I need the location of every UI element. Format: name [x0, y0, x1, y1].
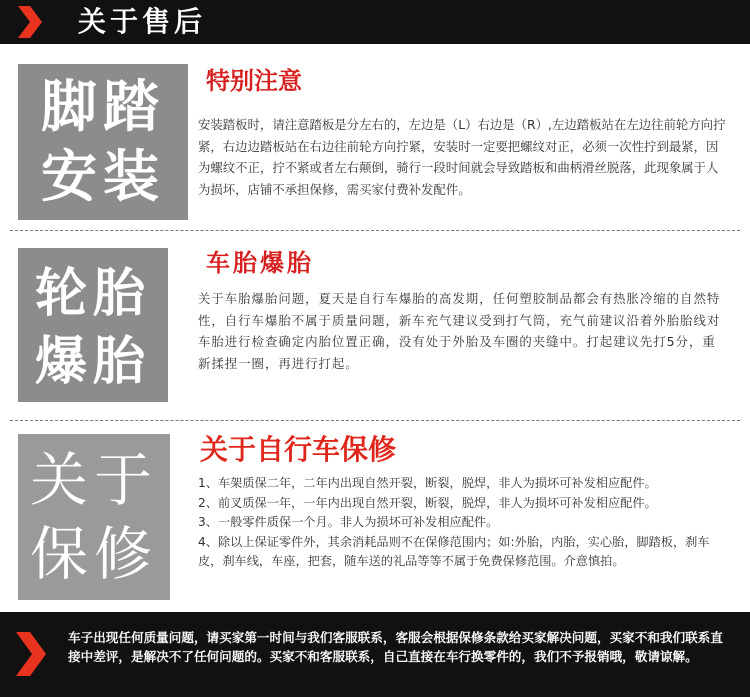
- list-item: 3、一般零件质保一个月。非人为损坏可补发相应配件。: [198, 515, 499, 529]
- chevron-right-icon: [10, 630, 50, 678]
- warranty-list: [198, 474, 728, 572]
- section-title: 车胎爆胎: [206, 249, 314, 277]
- list-item: 4、除以上保证零件外，其余消耗品则不在保修范围内；如:外胎，内胎，实心胎，脚踏板，刹车皮，刹车线，车座，把套，随车送的礼品等等不属于免费保修范围。介意慎拍。: [198, 534, 710, 568]
- side-label-line: 保修: [29, 520, 158, 588]
- footer-text: 车子出现任何质量问题，请买家第一时间与我们客服联系，客服会根据保修条款给买家解决问题，买家不和我们联系直接中差评，是解决不了任何问题的。买家不和客服联系，自己直接在车行换零件的，我们不予报销哦，敬请谅解。: [68, 630, 723, 664]
- section-body: 关于车胎爆胎问题，夏天是自行车爆胎的高发期，任何塑胶制品都会有热胀冷缩的自然特性，自行车爆胎不属于质量问题，新车充气建议受到打气筒，充气前建议沿着外胎胎线对车胎进行检查确定内胎位置正确，没有处于外胎及车圈的夹缝中。打起建议先打5分，重新揉捏一圈，再进行打起。: [198, 291, 721, 371]
- list-item: 1、车架质保二年，二年内出现自然开裂，断裂，脱焊，非人为损坏可补发相应配件。: [198, 476, 657, 490]
- section-body: 安装踏板时，请注意踏板是分左右的，左边是（L）右边是（R）,左边踏板站在左边往前轮方向拧紧，右边边踏板站在右边往前轮方向拧紧，安装时一定要把螺纹对正，必须一次性拧到最紧，因为螺纹不正，拧不紧或者左右颠倒，骑行一段时间就会导致踏板和曲柄滑丝脱落，此现象属于人为损坏，店铺不承担保修，需买家付费补发配件。: [198, 117, 726, 197]
- divider: [10, 420, 740, 421]
- section-warranty: [0, 424, 750, 610]
- side-label-block: [18, 434, 170, 600]
- section-pedal-install: [0, 44, 750, 234]
- side-label-block: [18, 64, 188, 220]
- section-title: 关于自行车保修: [200, 433, 397, 466]
- side-label-line: 脚踏: [41, 75, 165, 140]
- side-label-block: [18, 248, 168, 402]
- section-tire-burst: [0, 234, 750, 420]
- chevron-right-icon: [10, 4, 46, 40]
- footer-notice: [0, 612, 750, 697]
- page-header: [0, 0, 750, 44]
- page-title: 关于售后: [78, 5, 207, 38]
- side-label-line: 安装: [41, 145, 165, 210]
- divider: [10, 230, 740, 231]
- side-label-line: 轮胎: [34, 264, 151, 324]
- section-title: 特别注意: [206, 67, 302, 95]
- side-label-line: 关于: [29, 446, 158, 514]
- list-item: 2、前叉质保一年，一年内出现自然开裂，断裂，脱焊，非人为损坏可补发相应配件。: [198, 495, 657, 510]
- side-label-line: 爆胎: [34, 332, 151, 392]
